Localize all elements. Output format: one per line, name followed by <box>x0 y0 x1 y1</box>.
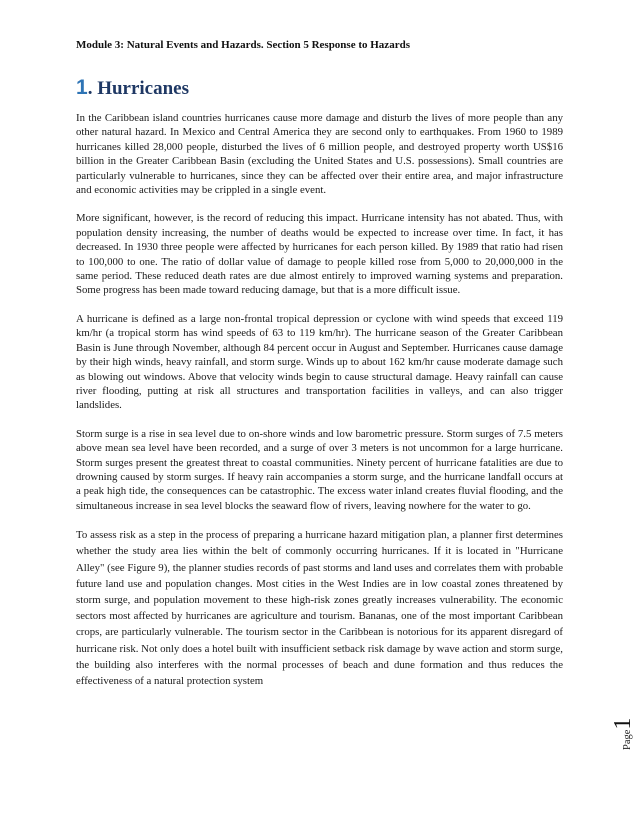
section-separator: . <box>87 78 98 99</box>
page-number-footer <box>584 690 636 750</box>
paragraph-definition: A hurricane is defined as a large non-frontal tropical depression or cyclone with wind speeds that exceed 119 km/hr (a tropical storm has wind speeds of 63 to 119 km/hr). The hurricane season of the Greater Caribbean Basin is June through November, although 84 percent occur in August and September. Hurricanes cause damage by their high winds, heavy rainfall, and storm surge. Winds up to about 162 km/hr cause moderate damage such as blowing out windows. Above that velocity winds begin to cause structural damage. Heavy rainfall can cause river flooding, putting at risk all structures and transportation facilities in valleys, and can also trigger landslides. <box>76 312 563 412</box>
paragraph-reduction: More significant, however, is the record of reducing this impact. Hurricane intensity has not abated. Thus, with population density increasing, the number of deaths would be expected to increase over time. In fact, it has decreased. In 1930 three people were affected by hurricanes for each person killed. By 1989 that ratio had risen to 100,000 to one. The ratio of dollar value of damage to people killed rose from 5,000 to 20,000,000 in the same period. These reduced death rates are due almost entirely to improved warning systems and preparation. Some progress has been made toward reducing damage, but that is a more difficult issue. <box>76 212 563 297</box>
page-number-rotated <box>610 718 637 750</box>
paragraph-storm-surge: Storm surge is a rise in sea level due to on-shore winds and low barometric pressure. Storm surges of 7.5 meters above mean sea level have been recorded, and a surge of over 3 meters is not uncommon for a large hurricane. Storm surges present the greatest threat to coastal communities. Ninety percent of hurricane fatalities are due to drowning caused by storm surges. If heavy rain accompanies a storm surge, and the hurricane landfall occurs at a peak high tide, the consequences can be catastrophic. The excess water inland creates fluvial flooding, and the simultaneous increase in sea level blocks the seaward flow of rivers, leaving nowhere for the water to go. <box>76 427 563 512</box>
section-heading <box>76 76 189 100</box>
body-text <box>76 111 563 689</box>
page-number: 1 <box>610 717 636 730</box>
section-title: Hurricanes <box>97 78 190 99</box>
paragraph-impact: In the Caribbean island countries hurricanes cause more damage and disturb the lives of more people than any other natural hazard. In Mexico and Central America they are second only to earthquakes. From 1960 to 1989 hurricanes killed 28,000 people, disturbed the lives of 6 million people, and destroyed property worth US$16 billion in the Greater Caribbean Basin (excluding the United States and U.S. possessions). Small countries are particularly vulnerable to hurricanes, since they can be affected over their entire area, and major infrastructure and economic activities may be crippled in a single event. <box>76 112 563 197</box>
running-header: Module 3: Natural Events and Hazards. Section 5 Response to Hazards <box>76 39 410 51</box>
section-number: 1 <box>76 76 88 99</box>
page-label: Page <box>622 729 633 750</box>
paragraph-risk-assessment: To assess risk as a step in the process of preparing a hurricane hazard mitigation plan, a planner first determines whether the study area lies within the belt of commonly occurring hurricanes. If it is located in "Hurricane Alley" (see Figure 9), the planner studies records of past storms and land uses and correlates them with probable future land use and population changes. Most cities in the West Indies are in low coastal zones threatened by storm surge, and population movement to these high-risk zones greatly increases vulnerability. The economic sectors most affected by hurricanes are agriculture and tourism. Bananas, one of the most important Caribbean crops, are particularly vulnerable. The tourism sector in the Caribbean is notorious for its apparent disregard of hurricane risk. Not only does a hotel built with insufficient setback risk damage by wave action and storm surge, the building also interferes with the normal processes of beach and dune formation and thus reduces the effectiveness of a natural protection system <box>76 529 563 687</box>
